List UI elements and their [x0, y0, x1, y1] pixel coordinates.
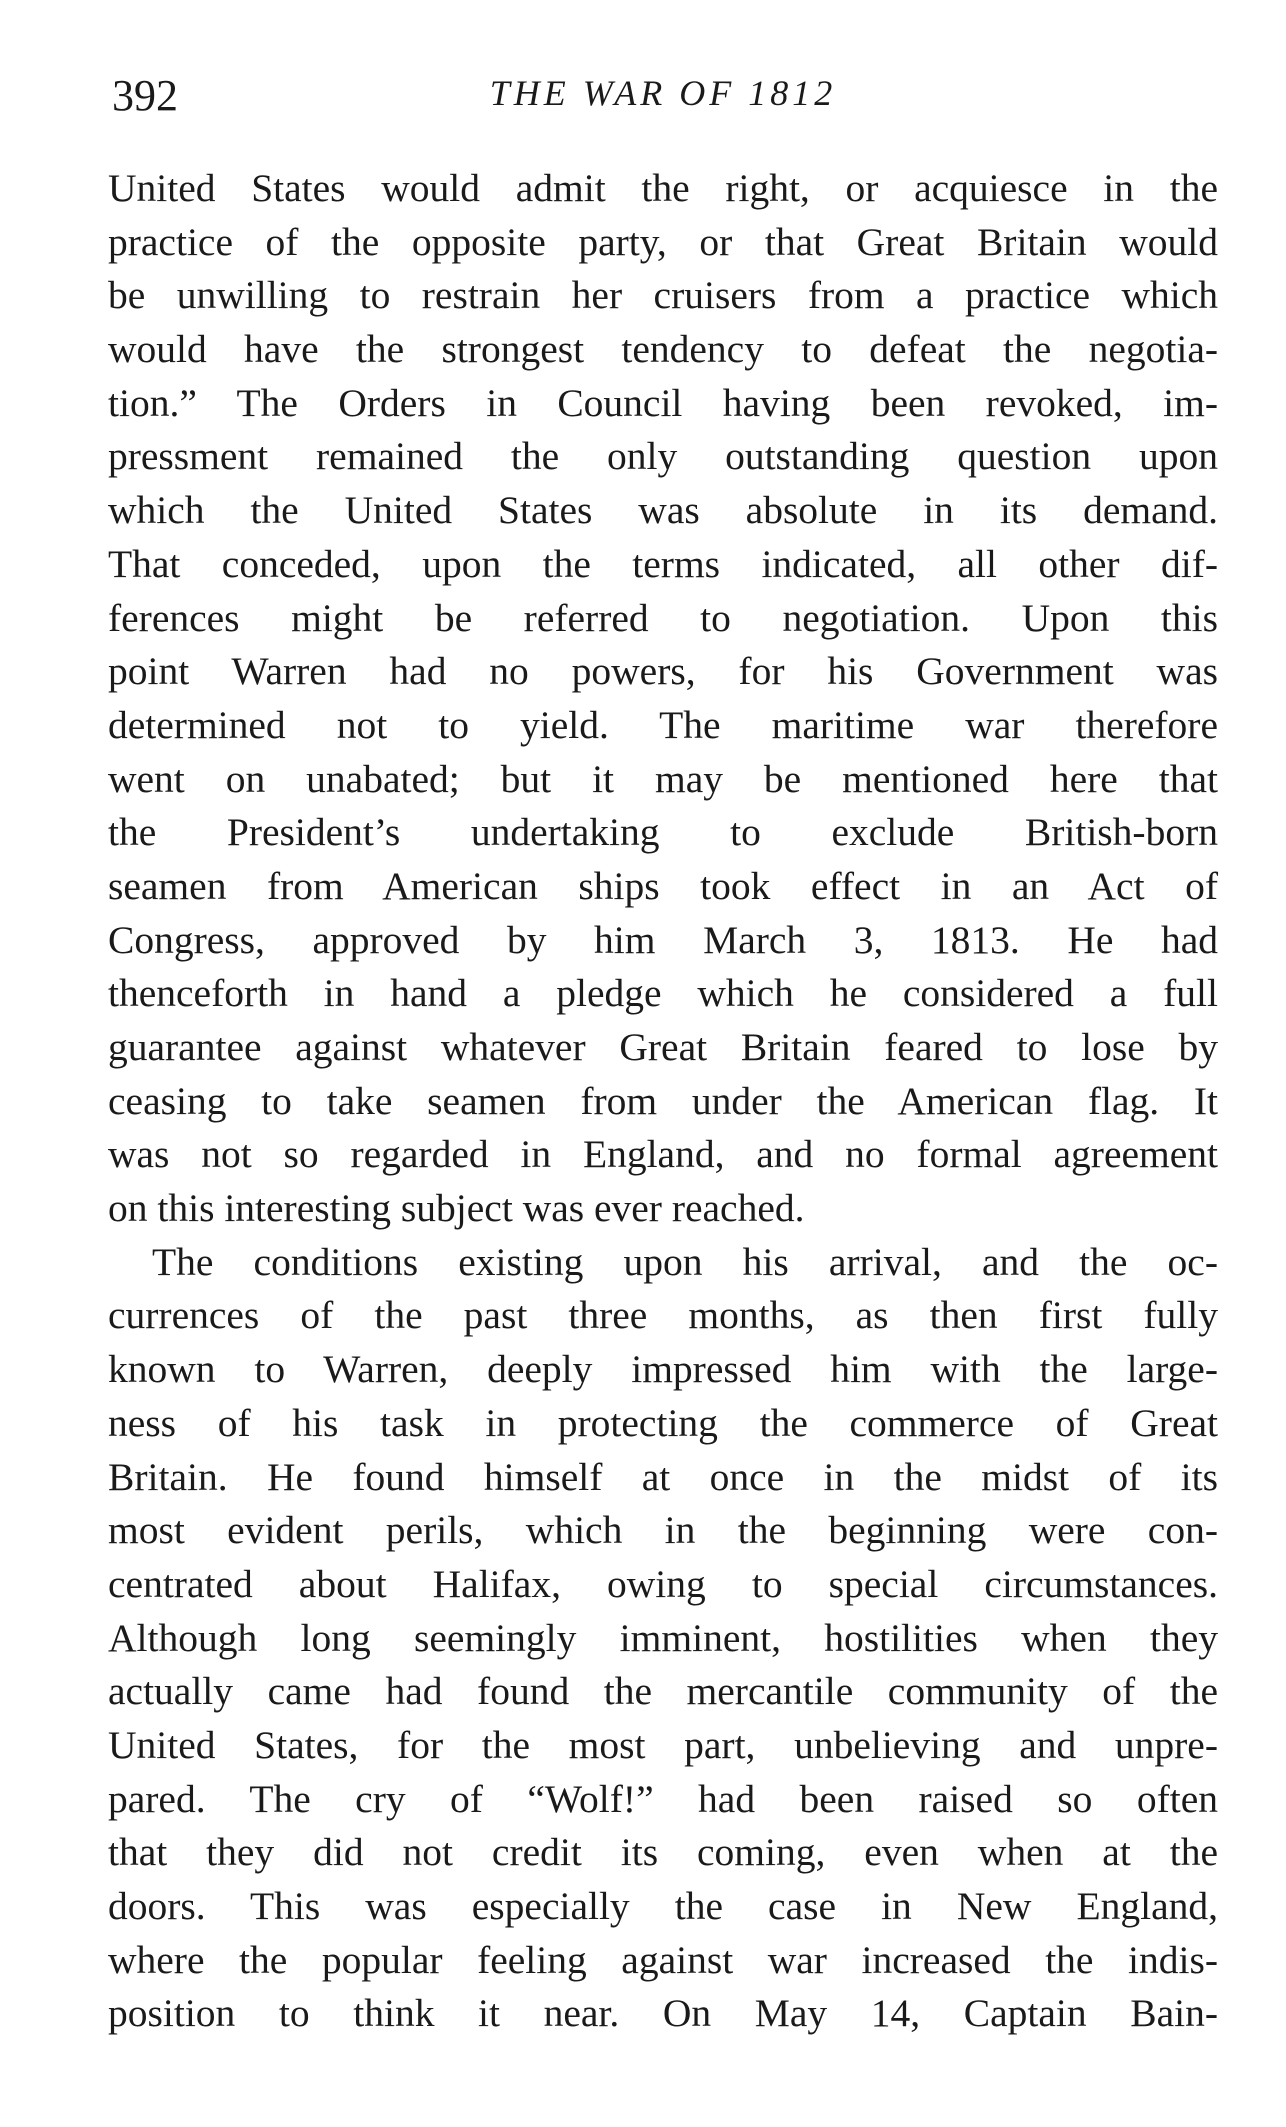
text-line: most evident perils, which in the beginning were con-	[108, 1508, 1218, 1553]
text-line: that they did not credit its coming, even when at the	[108, 1830, 1218, 1875]
text-line: doors. This was especially the case in New England,	[108, 1884, 1218, 1928]
text-line: be unwilling to restrain her cruisers from a practice which	[108, 273, 1218, 318]
text-line: which the United States was absolute in its demand.	[108, 488, 1218, 533]
text-line: tion.” The Orders in Council having been revoked, im-	[108, 380, 1218, 425]
text-line: the President’s undertaking to exclude British-born	[108, 810, 1218, 855]
text-line: was not so regarded in England, and no formal agreement	[108, 1132, 1218, 1177]
text-line: pressment remained the only outstanding question upon	[108, 434, 1218, 479]
text-line: where the popular feeling against war increased the indis-	[108, 1937, 1218, 1982]
text-line: ferences might be referred to negotiation. Upon this	[108, 595, 1218, 640]
text-line: seamen from American ships took effect in an Act of	[108, 863, 1218, 908]
text-line: United States would admit the right, or acquiesce in the	[108, 166, 1218, 210]
paragraph-2	[108, 1236, 1218, 2041]
text-line: United States, for the most part, unbelieving and unpre-	[108, 1722, 1218, 1767]
text-line: known to Warren, deeply impressed him with the large-	[108, 1347, 1218, 1392]
text-line: That conceded, upon the terms indicated, all other dif-	[108, 541, 1218, 586]
text-line: currences of the past three months, as then first fully	[108, 1293, 1218, 1338]
text-line: went on unabated; but it may be mentioned here that	[108, 756, 1218, 801]
text-line: ceasing to take seamen from under the American flag. It	[108, 1078, 1218, 1123]
body-text	[108, 162, 1218, 2041]
text-line: Britain. He found himself at once in the midst of its	[108, 1454, 1218, 1499]
text-line: pared. The cry of “Wolf!” had been raised so often	[108, 1776, 1218, 1821]
book-page	[108, 70, 1218, 2041]
running-head	[108, 70, 1218, 140]
text-line: centrated about Halifax, owing to special circumstances.	[108, 1561, 1218, 1606]
page-number: 392	[112, 71, 178, 120]
text-line: position to think it near. On May 14, Captain Bain-	[108, 1991, 1218, 2036]
text-line: thenceforth in hand a pledge which he considered a full	[108, 971, 1218, 1016]
text-line: actually came had found the mercantile community of the	[108, 1669, 1218, 1714]
text-line: point Warren had no powers, for his Government was	[108, 649, 1218, 694]
text-line: would have the strongest tendency to defeat the negotia-	[108, 327, 1218, 372]
text-line: ness of his task in protecting the commerce of Great	[108, 1400, 1218, 1445]
text-line: determined not to yield. The maritime war therefore	[108, 702, 1218, 747]
running-title: THE WAR OF 1812	[489, 73, 837, 113]
text-line: practice of the opposite party, or that Great Britain would	[108, 219, 1218, 264]
text-line: Congress, approved by him March 3, 1813. He had	[108, 917, 1218, 962]
text-line: The conditions existing upon his arrival, and the oc-	[152, 1239, 1218, 1284]
text-line: guarantee against whatever Great Britain feared to lose by	[108, 1025, 1218, 1069]
text-line: Although long seemingly imminent, hostilities when they	[108, 1615, 1218, 1660]
text-line: on this interesting subject was ever reached.	[108, 1186, 805, 1231]
paragraph-1	[108, 162, 1218, 1236]
